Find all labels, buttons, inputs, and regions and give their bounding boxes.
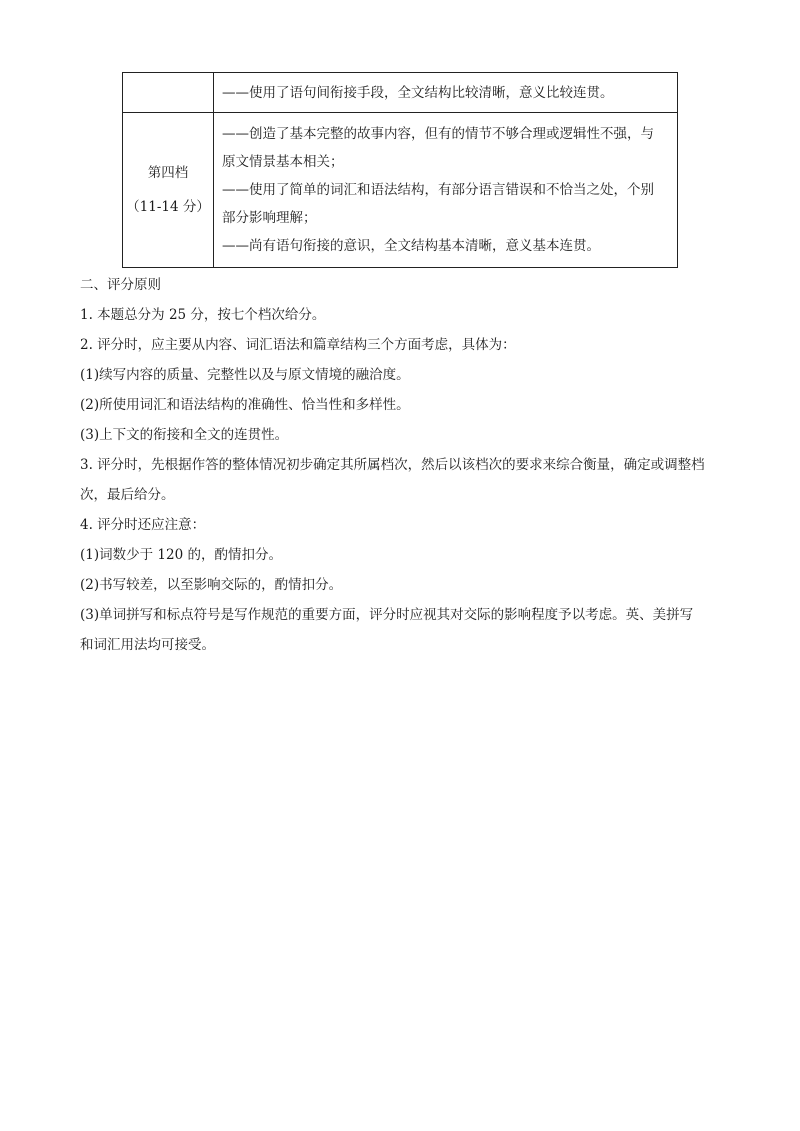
level-score: （11-14 分） [126, 199, 210, 215]
table-row [123, 113, 678, 268]
principle-item: 次，最后给分。 [80, 487, 175, 503]
principle-item: 3. 评分时，先根据作答的整体情况初步确定其所属档次，然后以该档次的要求来综合衡量，确定或调整档 [80, 457, 705, 473]
description-line: ——使用了简单的词汇和语法结构，有部分语言错误和不恰当之处，个别 [222, 182, 654, 198]
principle-item: 2. 评分时，应主要从内容、词汇语法和篇章结构三个方面考虑，具体为： [80, 337, 516, 353]
table-row [123, 73, 678, 113]
description-cell [214, 113, 678, 268]
principle-item: 和词汇用法均可接受。 [80, 637, 215, 653]
principle-item: (1)续写内容的质量、完整性以及与原文情境的融洽度。 [80, 367, 410, 383]
principle-item: (1)词数少于 120 的，酌情扣分。 [80, 547, 282, 563]
description-line: ——尚有语句衔接的意识，全文结构基本清晰，意义基本连贯。 [222, 238, 600, 254]
section-heading: 二、评分原则 [80, 277, 161, 293]
principle-item: (3)上下文的衔接和全文的连贯性。 [80, 427, 289, 443]
description-line: 原文情景基本相关； [222, 154, 344, 170]
principle-item: (3)单词拼写和标点符号是写作规范的重要方面，评分时应视其对交际的影响程度予以考虑。英、美拼写 [80, 607, 694, 623]
grading-table [122, 72, 678, 268]
principle-item: (2)所使用词汇和语法结构的准确性、恰当性和多样性。 [80, 397, 410, 413]
grading-principles [80, 270, 730, 660]
description-line: ——使用了语句间衔接手段，全文结构比较清晰，意义比较连贯。 [222, 84, 614, 101]
level-cell [123, 113, 214, 268]
level-cell [123, 73, 214, 113]
description-cell [214, 73, 678, 113]
principle-item: 1. 本题总分为 25 分，按七个档次给分。 [80, 307, 326, 323]
level-name: 第四档 [147, 165, 189, 181]
principle-item: (2)书写较差，以至影响交际的，酌情扣分。 [80, 577, 343, 593]
principle-item: 4. 评分时还应注意： [80, 517, 206, 533]
description-line: 部分影响理解； [222, 210, 317, 226]
description-line: ——创造了基本完整的故事内容，但有的情节不够合理或逻辑性不强，与 [222, 126, 654, 142]
